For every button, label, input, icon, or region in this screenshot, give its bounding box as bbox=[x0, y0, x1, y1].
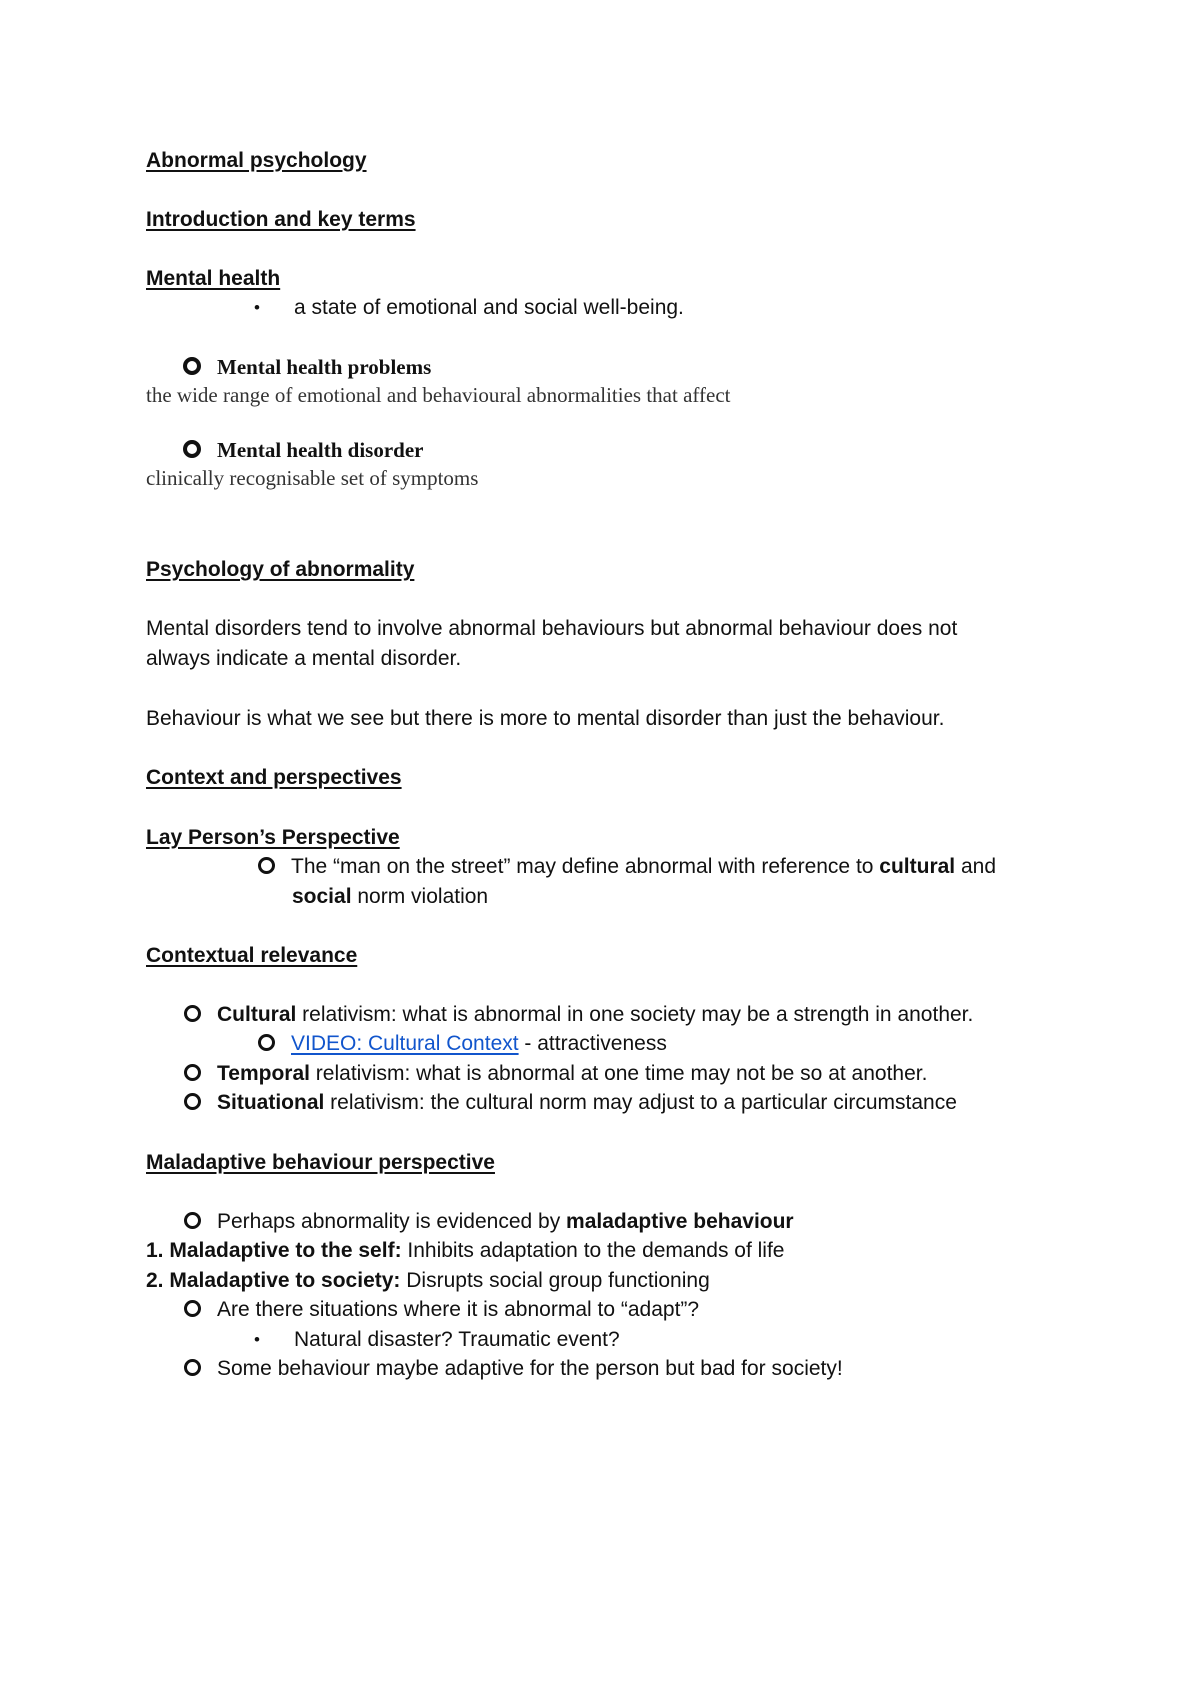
list-item: • Natural disaster? Traumatic event? bbox=[254, 1325, 620, 1354]
lay-person-line: social norm violation bbox=[292, 885, 489, 908]
hollow-circle-bullet-icon bbox=[184, 1064, 201, 1081]
hollow-circle-bullet-icon bbox=[258, 857, 275, 874]
mental-health-disorder-term: Mental health disorder bbox=[183, 436, 423, 465]
paragraph-line: always indicate a mental disorder. bbox=[146, 647, 462, 670]
hollow-circle-bullet-icon bbox=[184, 1300, 201, 1317]
video-cultural-context-link[interactable]: VIDEO: Cultural Context bbox=[291, 1032, 519, 1055]
paragraph-line: Mental disorders tend to involve abnormal behaviours but abnormal behaviour does not bbox=[146, 617, 958, 640]
lay-person-line: The “man on the street” may define abnormal with reference to cultural and bbox=[258, 852, 996, 881]
mental-health-heading: Mental health bbox=[146, 267, 281, 290]
list-item: Cultural relativism: what is abnormal in one society may be a strength in another. bbox=[184, 1000, 973, 1029]
paragraph-line: Behaviour is what we see but there is more to mental disorder than just the behaviour. bbox=[146, 707, 945, 730]
list-item: Situational relativism: the cultural norm may adjust to a particular circumstance bbox=[184, 1088, 957, 1117]
mental-health-definition: • a state of emotional and social well-being. bbox=[254, 293, 684, 322]
list-item: Some behaviour maybe adaptive for the person but bad for society! bbox=[184, 1354, 843, 1383]
intro-heading: Introduction and key terms bbox=[146, 208, 416, 231]
hollow-circle-bullet-icon bbox=[184, 1005, 201, 1022]
hollow-circle-bullet-icon bbox=[183, 357, 201, 375]
contextual-relevance-heading: Contextual relevance bbox=[146, 944, 358, 967]
hollow-circle-bullet-icon bbox=[184, 1093, 201, 1110]
lay-person-heading: Lay Person’s Perspective bbox=[146, 826, 400, 849]
mental-health-problems-term: Mental health problems bbox=[183, 353, 431, 382]
maladaptive-heading: Maladaptive behaviour perspective bbox=[146, 1151, 495, 1174]
list-item: Are there situations where it is abnormal to “adapt”? bbox=[184, 1295, 699, 1324]
document-title: Abnormal psychology bbox=[146, 149, 367, 172]
hollow-circle-bullet-icon bbox=[183, 440, 201, 458]
list-item: VIDEO: Cultural Context - attractiveness bbox=[258, 1029, 667, 1058]
hollow-circle-bullet-icon bbox=[184, 1359, 201, 1376]
mental-health-disorder-definition: clinically recognisable set of symptoms bbox=[146, 466, 479, 490]
hollow-circle-bullet-icon bbox=[184, 1212, 201, 1229]
list-item: Perhaps abnormality is evidenced by maladaptive behaviour bbox=[184, 1207, 794, 1236]
list-item: Temporal relativism: what is abnormal at one time may not be so at another. bbox=[184, 1059, 927, 1088]
numbered-item: 2. Maladaptive to society: Disrupts social group functioning bbox=[146, 1269, 710, 1292]
psychology-of-abnormality-heading: Psychology of abnormality bbox=[146, 558, 415, 581]
bullet-icon: • bbox=[254, 1330, 260, 1349]
hollow-circle-bullet-icon bbox=[258, 1034, 275, 1051]
bullet-icon: • bbox=[254, 298, 260, 317]
numbered-item: 1. Maladaptive to the self: Inhibits adaptation to the demands of life bbox=[146, 1239, 785, 1262]
mental-health-problems-definition: the wide range of emotional and behavioural abnormalities that affect bbox=[146, 383, 731, 407]
context-heading: Context and perspectives bbox=[146, 766, 402, 789]
